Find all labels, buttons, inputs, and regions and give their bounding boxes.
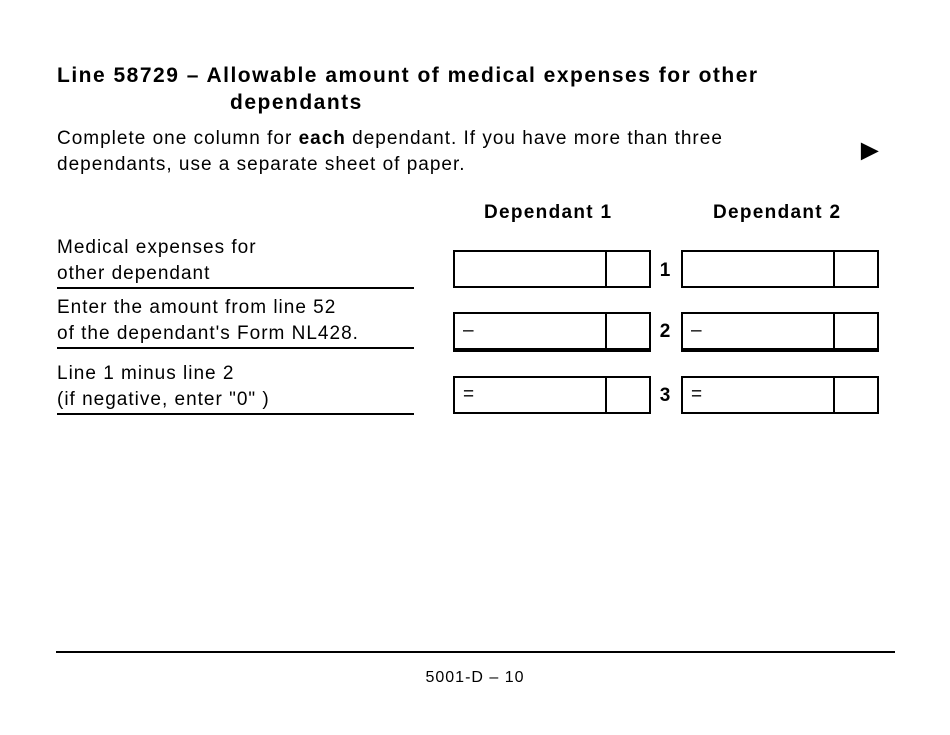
- section-title: [57, 62, 759, 116]
- footer-divider: [56, 651, 895, 653]
- row-label-text: (if negative, enter "0" ): [57, 389, 270, 410]
- dependant-1-line-3-field[interactable]: [453, 376, 651, 414]
- row-label-text: other dependant: [57, 263, 211, 284]
- dependant-2-line-2-cents[interactable]: [835, 314, 877, 348]
- dependant-2-line-2-field[interactable]: [681, 312, 879, 352]
- row-label-text: of the dependant's Form NL428.: [57, 323, 359, 344]
- row-label-line-1-minus-line-2: [57, 361, 414, 415]
- dependant-2-line-2-dollars[interactable]: –: [683, 314, 835, 348]
- column-header-dependant-1: Dependant 1: [484, 202, 613, 223]
- line-number-2: 2: [659, 321, 671, 342]
- dependant-1-line-1-field[interactable]: [453, 250, 651, 288]
- section-title-line1: Line 58729 – Allowable amount of medical expenses for other: [57, 64, 759, 87]
- line-number-1: 1: [659, 260, 671, 281]
- dependant-2-line-3-cents[interactable]: [835, 378, 877, 412]
- section-title-line2: dependants: [230, 91, 363, 114]
- dependant-2-line-3-dollars[interactable]: =: [683, 378, 835, 412]
- line-number-3: 3: [659, 385, 671, 406]
- next-page-arrow-icon: ►: [855, 134, 885, 167]
- instructions-text: [57, 126, 827, 178]
- dependant-1-line-3-dollars[interactable]: =: [455, 378, 607, 412]
- dependant-1-line-2-field[interactable]: [453, 312, 651, 352]
- row-label-medical-expenses: [57, 235, 414, 289]
- dependant-1-line-3-cents[interactable]: [607, 378, 649, 412]
- dependant-1-line-1-cents[interactable]: [607, 252, 649, 286]
- dependant-1-line-2-cents[interactable]: [607, 314, 649, 348]
- dependant-2-line-1-field[interactable]: [681, 250, 879, 288]
- dependant-1-line-1-dollars[interactable]: [455, 252, 607, 286]
- row-label-text: Medical expenses for: [57, 237, 257, 258]
- instructions-part2: dependant. If you have more than three dependants, use a separate sheet of paper.: [57, 128, 723, 175]
- instructions-part1: Complete one column for: [57, 128, 299, 149]
- row-label-text: Enter the amount from line 52: [57, 297, 337, 318]
- row-label-amount-line-52: [57, 295, 414, 349]
- dependant-2-line-1-dollars[interactable]: [683, 252, 835, 286]
- dependant-2-line-3-field[interactable]: [681, 376, 879, 414]
- dependant-2-line-1-cents[interactable]: [835, 252, 877, 286]
- column-header-dependant-2: Dependant 2: [713, 202, 842, 223]
- page-number: 5001-D – 10: [425, 669, 525, 686]
- dependant-1-line-2-dollars[interactable]: –: [455, 314, 607, 348]
- instructions-emphasis: each: [298, 128, 346, 149]
- row-label-text: Line 1 minus line 2: [57, 363, 235, 384]
